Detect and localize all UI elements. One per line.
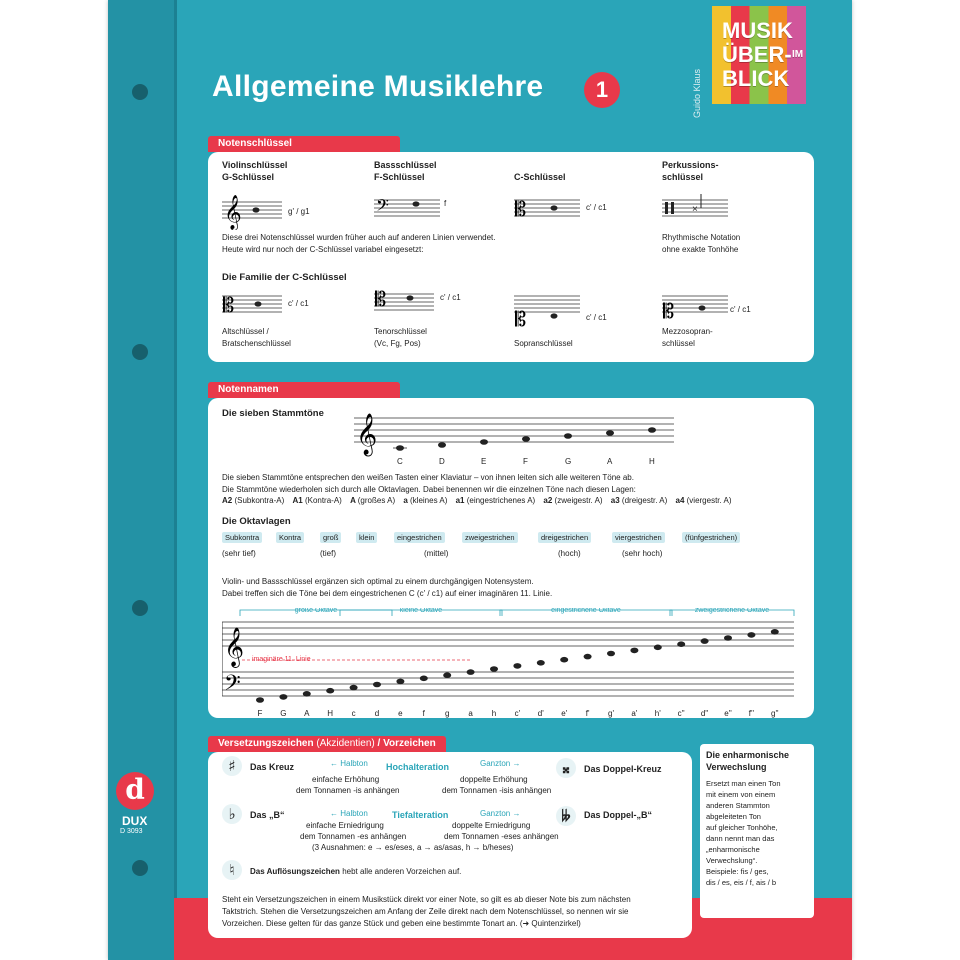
perc-staff bbox=[662, 192, 742, 232]
grand-staff-note-label: c'' bbox=[677, 709, 685, 718]
grand-staff-note bbox=[771, 629, 779, 635]
oktav-sub: (hoch) bbox=[558, 549, 581, 558]
lagen-row bbox=[222, 496, 738, 505]
clef-info1: Diese drei Notenschlüssel wurden früher auch auf anderen Linien verwendet. bbox=[222, 233, 496, 242]
oktav-chip: klein bbox=[356, 532, 377, 543]
stammton-label: H bbox=[649, 457, 655, 466]
grand-staff-note bbox=[373, 682, 381, 688]
grand-staff-note-label: e' bbox=[561, 709, 568, 718]
f-clef-title: F-Schlüssel bbox=[374, 172, 425, 182]
grand-staff-note-label: g' bbox=[608, 709, 614, 718]
grand-staff-note bbox=[420, 676, 428, 682]
svg-text:𝄢: 𝄢 bbox=[376, 195, 389, 219]
soprano-label1: Sopranschlüssel bbox=[514, 339, 573, 348]
stammtoene-staff bbox=[354, 404, 684, 468]
c-clef-title: C-Schlüssel bbox=[514, 172, 566, 182]
stammton-note bbox=[606, 430, 614, 436]
grand-staff-note-label: g'' bbox=[771, 709, 779, 718]
c-staff bbox=[514, 192, 594, 232]
author-name: Guido Klaus bbox=[692, 68, 702, 118]
grand-staff-note bbox=[256, 697, 264, 703]
svg-text:𝄡: 𝄡 bbox=[515, 307, 527, 328]
accidentals-footer bbox=[208, 890, 692, 938]
grand-staff-note-label: d' bbox=[537, 709, 544, 718]
svg-text:𝄞: 𝄞 bbox=[224, 627, 245, 667]
dsharp-line1: doppelte Erhöhung bbox=[460, 775, 528, 784]
bass-clef-title: Bassschlüssel bbox=[374, 160, 437, 170]
alto-label2: Bratschenschlüssel bbox=[222, 339, 291, 348]
natural-title: Das Auflösungszeichen bbox=[250, 867, 340, 876]
publisher-name: DUX bbox=[122, 814, 148, 828]
octave-bracket-label: zweigestrichene Oktave bbox=[694, 608, 770, 614]
enharmonic-line: Ersetzt man einen Ton bbox=[706, 779, 781, 788]
perc-desc1: Rhythmische Notation bbox=[662, 233, 741, 242]
violin-clef-title: Violinschlüssel bbox=[222, 160, 288, 170]
lage-code: a4 bbox=[675, 496, 687, 505]
lage-label: (großes A) bbox=[357, 496, 398, 505]
chart-page bbox=[108, 0, 852, 960]
grand-staff-note bbox=[326, 688, 334, 694]
ganzton-label-2: Ganzton → bbox=[480, 809, 521, 818]
publisher-code: D 3093 bbox=[120, 828, 143, 835]
enharmonic-box bbox=[700, 744, 814, 918]
c-note-label: c' / c1 bbox=[586, 203, 607, 212]
stammton-note bbox=[522, 436, 530, 442]
oktav-chip: dreigestrichen bbox=[538, 532, 591, 543]
lage-label: (viergestr. A) bbox=[686, 496, 732, 505]
lage-code: a1 bbox=[455, 496, 467, 505]
oktav-sub: (sehr tief) bbox=[222, 549, 256, 558]
page-title: Allgemeine Musiklehre bbox=[212, 70, 544, 103]
lage-label: (kleines A) bbox=[410, 496, 450, 505]
imaginary-line-label: imaginäre 11. Linie bbox=[252, 656, 311, 663]
grand-staff-note-label: d bbox=[374, 709, 380, 718]
clefs-panel bbox=[208, 152, 814, 362]
grand-staff-note bbox=[537, 660, 545, 666]
grand-staff-note bbox=[279, 694, 287, 700]
stammton-note bbox=[564, 433, 572, 439]
logo-line1: MUSIK bbox=[722, 18, 793, 43]
double-flat-title: Das Doppel-„B“ bbox=[584, 810, 653, 820]
enharmonic-title2: Verwechslung bbox=[706, 762, 767, 772]
svg-text:𝄞: 𝄞 bbox=[224, 195, 242, 230]
grand-staff-note bbox=[654, 645, 662, 651]
oktav-sub: (tief) bbox=[320, 549, 336, 558]
grand-staff-note-label: f'' bbox=[748, 709, 755, 718]
stammtoene-title: Die sieben Stammtöne bbox=[222, 408, 324, 419]
lage-code: A bbox=[350, 496, 358, 505]
stammton-note bbox=[480, 439, 488, 445]
lage-label: (zweigestr. A) bbox=[554, 496, 605, 505]
system-text2: Dabei treffen sich die Töne bei dem eingestrichenen C (c' / c1) auf einer imaginären 11. Linie. bbox=[222, 589, 553, 598]
enharmonic-line: Beispiele: fis / ges, bbox=[706, 867, 769, 876]
enharmonic-line: mit einem von einem bbox=[706, 790, 776, 799]
flat-title: Das „B“ bbox=[250, 810, 285, 820]
dflat-line1: doppelte Erniedrigung bbox=[452, 821, 531, 830]
grand-staff-note bbox=[677, 641, 685, 647]
flat-line1: einfache Erniedrigung bbox=[306, 821, 384, 830]
svg-text:𝄡: 𝄡 bbox=[223, 293, 235, 317]
accidentals-tab-b: (Akzidentien) bbox=[316, 738, 375, 749]
grand-staff-note bbox=[630, 648, 638, 654]
halbton-label-1: ← Halbton bbox=[330, 759, 368, 768]
g-clef-title: G-Schlüssel bbox=[222, 172, 275, 182]
double-sharp-title: Das Doppel-Kreuz bbox=[584, 764, 662, 774]
oktav-chip: groß bbox=[320, 532, 341, 543]
stammton-label: F bbox=[523, 457, 528, 466]
oktav-sub: (sehr hoch) bbox=[622, 549, 663, 558]
enharmonic-line: anderen Stammton bbox=[706, 801, 770, 810]
lage-code: a bbox=[403, 496, 411, 505]
grand-staff-note bbox=[443, 672, 451, 678]
perc-desc2: ohne exakte Tonhöhe bbox=[662, 245, 739, 254]
accidentals-tab-a: Versetzungszeichen bbox=[218, 738, 314, 749]
grand-staff-note-label: a' bbox=[631, 709, 638, 718]
oktav-sub: (mittel) bbox=[424, 549, 449, 558]
octave-bracket-label: kleine Oktave bbox=[399, 608, 443, 614]
grand-staff-note-label: e'' bbox=[724, 709, 732, 718]
oktav-chip: Subkontra bbox=[222, 532, 262, 543]
sharp-line2: dem Tonnamen -is anhängen bbox=[296, 786, 400, 795]
mezzo-label1: Mezzosopran- bbox=[662, 327, 713, 336]
stammton-note bbox=[438, 442, 446, 448]
bass-note-label: f bbox=[444, 199, 447, 208]
grand-staff-note-label: g bbox=[444, 709, 450, 718]
footer-line2: Taktstrich. Stehen die Versetzungszeichen am Anfang der Zeile direkt nach dem Notenschlüssel, so nennen wir sie bbox=[222, 907, 629, 916]
lage-code: a3 bbox=[610, 496, 622, 505]
section-tab-accidentals bbox=[208, 736, 446, 752]
c-family-title: Die Familie der C-Schlüssel bbox=[222, 272, 347, 283]
section-tab-clefs: Notenschlüssel bbox=[208, 136, 400, 152]
punch-hole bbox=[132, 344, 148, 360]
accidentals-tab-c: / Vorzeichen bbox=[377, 738, 436, 749]
stammton-label: D bbox=[439, 457, 445, 466]
punch-hole bbox=[132, 84, 148, 100]
svg-text:𝄢: 𝄢 bbox=[224, 671, 241, 701]
grand-staff-note bbox=[724, 635, 732, 641]
soprano-staff bbox=[514, 292, 594, 328]
lage-code: a2 bbox=[543, 496, 555, 505]
grand-staff-note-label: d'' bbox=[700, 709, 709, 718]
enharmonic-line: „enharmonische bbox=[706, 845, 760, 854]
grand-staff-note-label: f bbox=[422, 709, 425, 718]
oktav-chip: (fünfgestrichen) bbox=[682, 532, 740, 543]
violin-staff bbox=[222, 190, 352, 230]
oktav-chip: viergestrichen bbox=[612, 532, 665, 543]
lage-label: (Subkontra-A) bbox=[234, 496, 287, 505]
grand-staff-note-label: f' bbox=[585, 709, 590, 718]
system-text1: Violin- und Bassschlüssel ergänzen sich optimal zu einem durchgängigen Notensystem. bbox=[222, 577, 534, 586]
grand-staff-note-label: c bbox=[351, 709, 356, 718]
natural-icon: ♮ bbox=[222, 860, 242, 880]
stammtoene-text1: Die sieben Stammtöne entsprechen den weißen Tasten einer Klaviatur – von ihnen leiten sich alle weiteren Töne ab. bbox=[222, 473, 634, 482]
lage-code: A1 bbox=[292, 496, 305, 505]
tenor-note: c' / c1 bbox=[440, 293, 461, 302]
natural-text: hebt alle anderen Vorzeichen auf. bbox=[342, 867, 462, 876]
lage-code: A2 bbox=[222, 496, 235, 505]
svg-text:𝄡: 𝄡 bbox=[515, 197, 527, 221]
grand-staff-note-label: a bbox=[468, 709, 473, 718]
grand-staff-note bbox=[467, 669, 475, 675]
alto-note: c' / c1 bbox=[288, 299, 309, 308]
tiefalteration-label: Tiefalteration bbox=[392, 810, 449, 820]
svg-text:𝄞: 𝄞 bbox=[356, 414, 378, 455]
tenor-label1: Tenorschlüssel bbox=[374, 327, 427, 336]
perc-clef-title2: schlüssel bbox=[662, 172, 704, 182]
notenames-panel bbox=[208, 398, 814, 718]
oktav-chip: eingestrichen bbox=[394, 532, 445, 543]
grand-staff-note bbox=[560, 657, 568, 663]
sharp-icon: ♯ bbox=[222, 756, 242, 776]
mezzo-note: c' / c1 bbox=[730, 305, 751, 314]
footer-line3: Vorzeichen. Diese gelten für das ganze Stück und geben eine bestimmte Tonart an. (➜ Quintenzirkel) bbox=[222, 919, 581, 928]
enharmonic-line: auf gleicher Tonhöhe, bbox=[706, 823, 778, 832]
svg-text:×: × bbox=[692, 204, 698, 215]
violin-note-label: g' / g1 bbox=[288, 207, 310, 216]
stammton-label: C bbox=[397, 457, 403, 466]
oktav-title: Die Oktavlagen bbox=[222, 516, 291, 527]
octave-bracket-label: eingestrichene Oktave bbox=[551, 608, 621, 614]
grand-staff-note bbox=[747, 632, 755, 638]
publisher-emblem: d bbox=[116, 772, 154, 810]
grand-staff-note bbox=[701, 638, 709, 644]
grand-staff-note-label: h bbox=[491, 709, 497, 718]
dflat-line2: dem Tonnamen -eses anhängen bbox=[444, 832, 559, 841]
stammton-note bbox=[396, 445, 404, 451]
ganzton-label-1: Ganzton → bbox=[480, 759, 521, 768]
perc-clef-title: Perkussions- bbox=[662, 160, 719, 170]
mezzo-label2: schlüssel bbox=[662, 339, 695, 348]
punch-hole bbox=[132, 600, 148, 616]
double-flat-icon: 𝄫 bbox=[556, 806, 576, 826]
series-logo bbox=[712, 6, 806, 104]
enharmonic-line: abgeleiteten Ton bbox=[706, 812, 761, 821]
flat-line3: (3 Ausnahmen: e → es/eses, a → as/asas, h → b/heses) bbox=[312, 843, 514, 852]
lage-label: (eingestrichenes A) bbox=[466, 496, 538, 505]
grand-staff-note-label: c' bbox=[514, 709, 521, 718]
oktav-chip: zweigestrichen bbox=[462, 532, 518, 543]
grand-staff-note bbox=[513, 663, 521, 669]
grand-staff-note-label: h' bbox=[654, 709, 661, 718]
grand-staff-note-label: e bbox=[398, 709, 403, 718]
bass-staff bbox=[374, 190, 454, 230]
enharmonic-title1: Die enharmonische bbox=[706, 750, 790, 760]
grand-staff-note bbox=[607, 651, 615, 657]
logo-line2: ÜBER- bbox=[722, 42, 792, 67]
footer-line1: Steht ein Versetzungszeichen in einem Musikstück direkt vor einer Note, so gilt es ab dieser Note bis zum nächsten bbox=[222, 895, 631, 904]
section-tab-notenames: Notennamen bbox=[208, 382, 400, 398]
enharmonic-line: Verwechslung“. bbox=[706, 856, 758, 865]
sharp-title: Das Kreuz bbox=[250, 762, 295, 772]
stammton-note bbox=[648, 427, 656, 433]
grand-staff-note bbox=[396, 679, 404, 685]
lage-label: (Kontra-A) bbox=[304, 496, 345, 505]
flat-icon: ♭ bbox=[222, 804, 242, 824]
grand-staff-note-label: A bbox=[304, 709, 310, 718]
logo-line3: BLICK bbox=[722, 66, 790, 91]
grand-staff-note-label: H bbox=[327, 709, 334, 718]
double-sharp-icon: 𝄪 bbox=[556, 758, 576, 778]
enharmonic-line: dis / es, eis / f, ais / b bbox=[706, 878, 777, 887]
clef-info2: Heute wird nur noch der C-Schlüssel variabel eingesetzt: bbox=[222, 245, 424, 254]
grand-staff-note-label: G bbox=[280, 709, 287, 718]
publisher-logo bbox=[116, 772, 166, 835]
volume-number: 1 bbox=[584, 72, 620, 108]
flat-line2: dem Tonnamen -es anhängen bbox=[300, 832, 407, 841]
grand-staff-note bbox=[303, 691, 311, 697]
svg-text:𝄡: 𝄡 bbox=[663, 299, 675, 323]
soprano-note: c' / c1 bbox=[586, 313, 607, 322]
halbton-label-2: ← Halbton bbox=[330, 809, 368, 818]
hochalteration-label: Hochalteration bbox=[386, 762, 450, 772]
punch-hole bbox=[132, 860, 148, 876]
lage-label: (dreigestr. A) bbox=[621, 496, 670, 505]
stammtoene-text2: Die Stammtöne wiederholen sich durch alle Oktavlagen. Dabei benennen wir die einzelnen Töne nach diesen Lagen: bbox=[222, 485, 636, 494]
alto-label1: Altschlüssel / bbox=[222, 327, 269, 336]
dsharp-line2: dem Tonnamen -isis anhängen bbox=[442, 786, 552, 795]
svg-text:𝄡: 𝄡 bbox=[375, 287, 387, 311]
grand-staff-note bbox=[584, 654, 592, 660]
stammton-label: E bbox=[481, 457, 487, 466]
grand-staff-note bbox=[490, 666, 498, 672]
grand-staff-note-label: F bbox=[257, 709, 263, 718]
grand-staff-note bbox=[350, 685, 358, 691]
stammton-label: G bbox=[565, 457, 572, 466]
octave-bracket-label: große Oktave bbox=[294, 608, 338, 614]
oktav-chip: Kontra bbox=[276, 532, 304, 543]
logo-im: IM bbox=[792, 49, 804, 60]
enharmonic-line: dann nennt man das bbox=[706, 834, 775, 843]
stammton-label: A bbox=[607, 457, 613, 466]
sharp-line1: einfache Erhöhung bbox=[312, 775, 380, 784]
tenor-label2: (Vc, Fg, Pos) bbox=[374, 339, 421, 348]
